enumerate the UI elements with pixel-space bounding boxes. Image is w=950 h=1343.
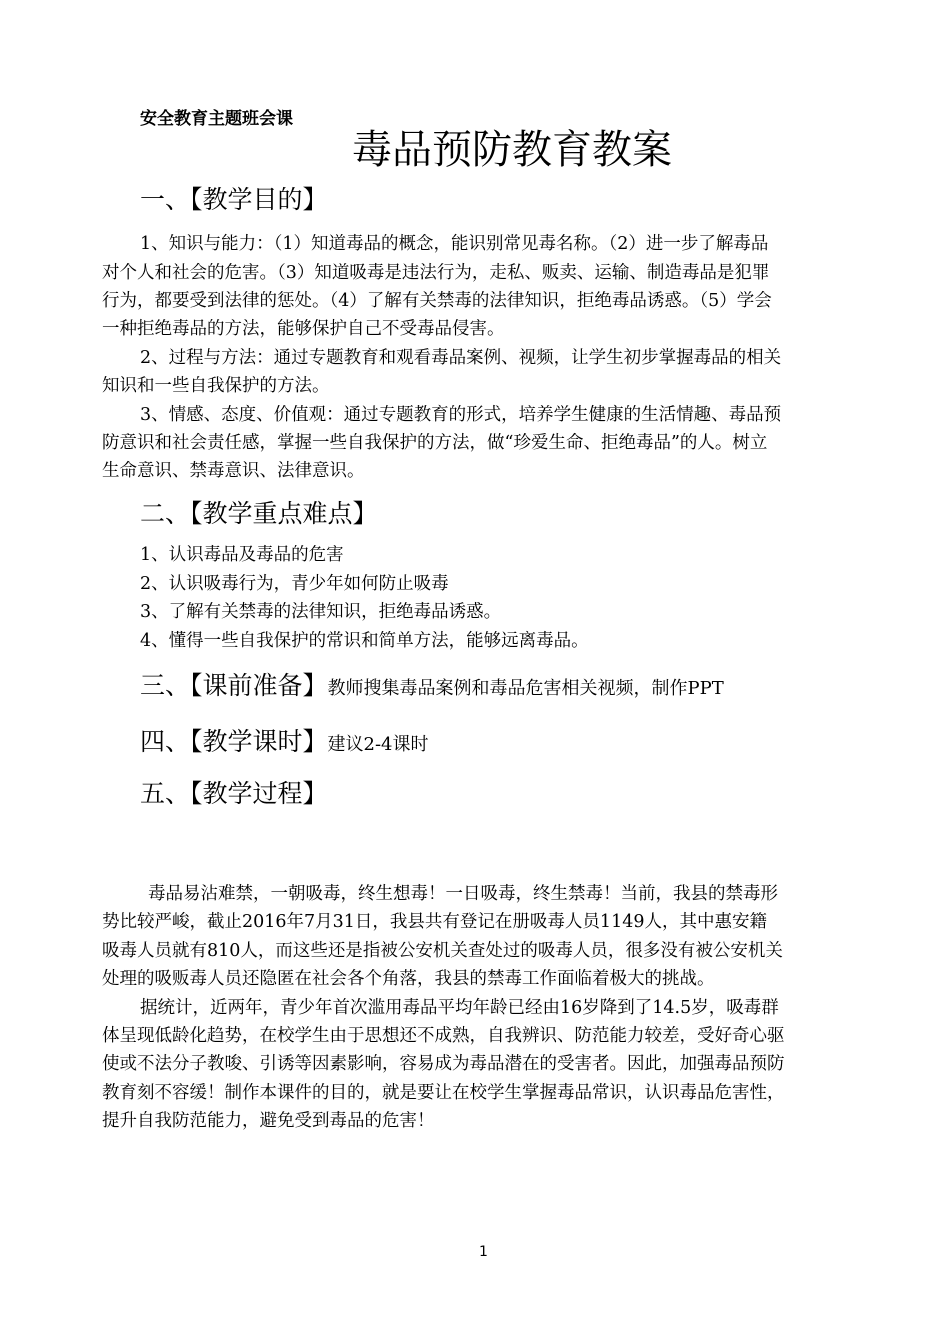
objectives-line: 防意识和社会责任感，掌握一些自我保护的方法，做“珍爱生命、拒绝毒品”的人。树立 [102,433,768,453]
section-heading-key-points: 二、【教学重点难点】 [140,499,378,528]
objectives-line: 2、过程与方法：通过专题教育和观看毒品案例、视频，让学生初步掌握毒品的相关 [140,348,782,368]
preparation-text: 教师搜集毒品案例和毒品危害相关视频，制作PPT [327,678,724,699]
process-line: 体呈现低龄化趋势，在校学生由于思想还不成熟，自我辨识、防范能力较差，受好奇心驱 [102,1026,785,1046]
objectives-line: 知识和一些自我保护的方法。 [102,376,330,396]
page-number: 1 [479,1244,488,1260]
process-line: 使或不法分子教唆、引诱等因素影响，容易成为毒品潜在的受害者。因此，加强毒品预防 [102,1054,785,1074]
process-line: 据统计，近两年，青少年首次滥用毒品平均年龄已经由16岁降到了14.5岁，吸毒群 [140,998,779,1018]
process-line: 提升自我防范能力，避免受到毒品的危害！ [102,1111,435,1131]
objectives-line: 一种拒绝毒品的方法，能够保护自己不受毒品侵害。 [102,319,505,339]
process-line: 教育刻不容缓！制作本课件的目的，就是要让在校学生掌握毒品常识，认识毒品危害性， [102,1083,785,1103]
section-hours [140,722,429,758]
objectives-line: 3、情感、态度、价值观：通过专题教育的形式，培养学生健康的生活情趣、毒品预 [140,405,782,425]
process-line: 吸毒人员就有810人，而这些还是指被公安机关查处过的吸毒人员，很多没有被公安机关 [102,941,783,961]
section-heading-process: 五、【教学过程】 [140,779,328,808]
key-point-item: 3、了解有关禁毒的法律知识，拒绝毒品诱惑。 [140,602,502,622]
section-heading-objectives: 一、【教学目的】 [140,185,328,214]
section-preparation [140,666,724,702]
process-line: 势比较严峻，截止2016年7月31日，我县共有登记在册吸毒人员1149人，其中惠安籍 [102,912,767,932]
lesson-subtitle: 安全教育主题班会课 [140,109,293,129]
objectives-line: 行为，都要受到法律的惩处。（4）了解有关禁毒的法律知识，拒绝毒品诱惑。（5）学会 [102,291,772,311]
key-point-item: 2、认识吸毒行为，青少年如何防止吸毒 [140,574,449,594]
key-point-item: 1、认识毒品及毒品的危害 [140,545,344,565]
process-line: 处理的吸贩毒人员还隐匿在社会各个角落，我县的禁毒工作面临着极大的挑战。 [102,969,715,989]
objectives-line: 1、知识与能力：（1）知道毒品的概念，能识别常见毒名称。（2）进一步了解毒品 [140,234,769,254]
hours-text: 建议2-4课时 [327,734,429,755]
page-title: 毒品预防教育教案 [352,127,672,173]
section-heading-hours: 四、【教学课时】 [140,727,328,756]
objectives-line: 对个人和社会的危害。（3）知道吸毒是违法行为，走私、贩卖、运输、制造毒品是犯罪 [102,263,770,283]
objectives-line: 生命意识、禁毒意识、法律意识。 [102,461,365,481]
section-heading-preparation: 三、【课前准备】 [140,671,328,700]
process-line: 毒品易沾难禁，一朝吸毒，终生想毒！一日吸毒，终生禁毒！当前，我县的禁毒形 [148,884,778,904]
key-point-item: 4、懂得一些自我保护的常识和简单方法，能够远离毒品。 [140,631,589,651]
